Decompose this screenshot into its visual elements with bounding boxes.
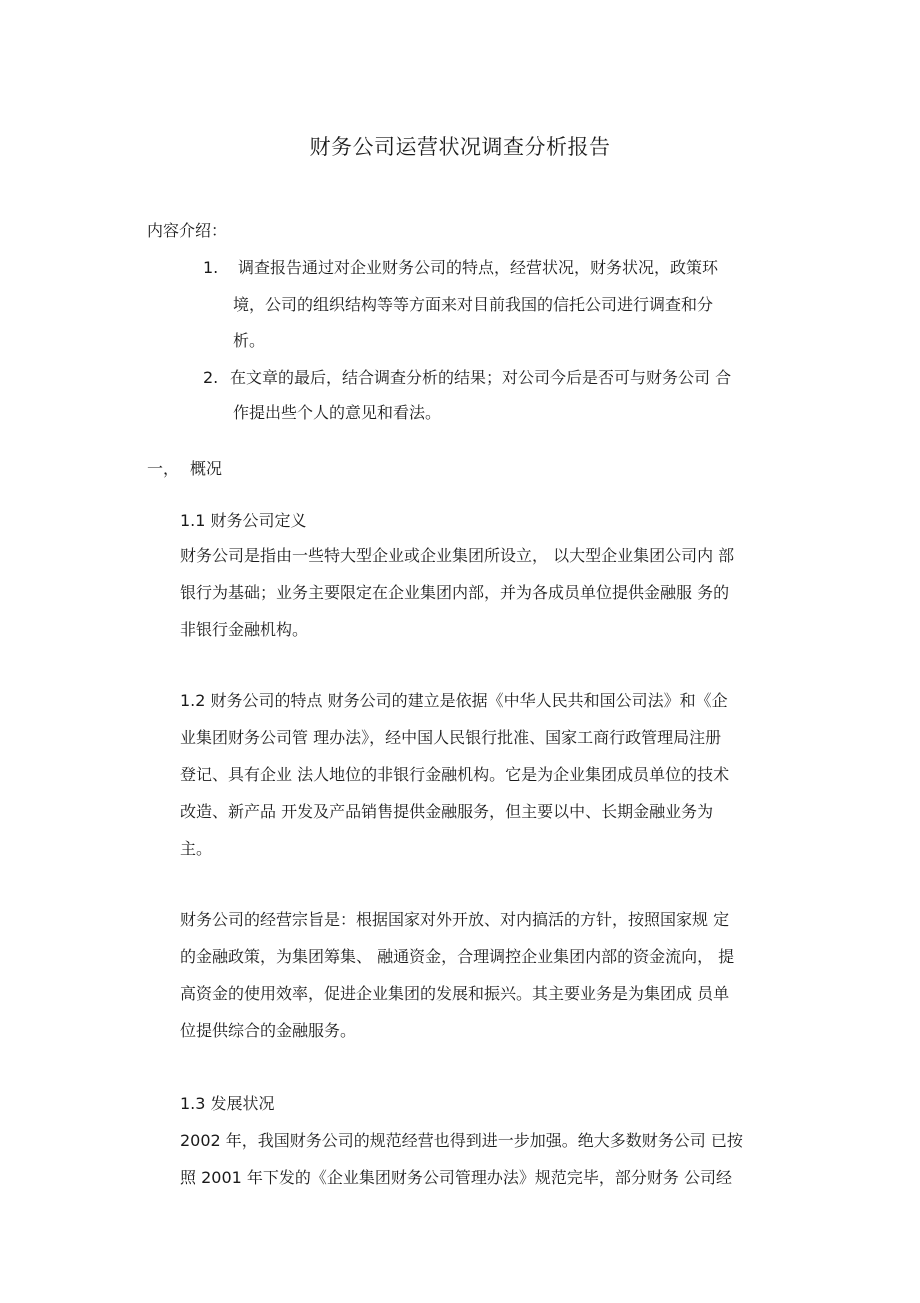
subsection-1-1-heading: 1.1 财务公司定义 xyxy=(180,511,307,530)
intro-item-1-line-1: 调查报告通过对企业财务公司的特点，经营状况，财务状况，政策环 xyxy=(238,258,719,277)
section-1-heading: 概况 xyxy=(190,459,223,478)
s1-1-line-3: 非银行金融机构。 xyxy=(180,620,309,639)
s1-2-line-3: 登记、具有企业 法人地位的非银行金融机构。它是为企业集团成员单位的技术 xyxy=(180,765,730,784)
intro-label: 内容介绍： xyxy=(147,221,228,240)
document-title: 财务公司运营状况调查分析报告 xyxy=(309,135,611,159)
intro-item-1-number: 1. xyxy=(203,258,219,277)
s1-2-line-4: 改造、新产品 开发及产品销售提供金融服务，但主要以中、长期金融业务为 xyxy=(180,802,714,821)
s1-1-line-1: 财务公司是指由一些特大型企业或企业集团所设立， 以大型企业集团公司内 部 xyxy=(180,546,735,565)
purpose-line-2: 的金融政策，为集团筹集、 融通资金，合理调控企业集团内部的资金流向， 提 xyxy=(180,947,735,966)
s1-3-line-1: 2002 年，我国财务公司的规范经营也得到进一步加强。绝大多数财务公司 已按 xyxy=(180,1131,743,1150)
s1-3-line-2: 照 2001 年下发的《企业集团财务公司管理办法》规范完毕，部分财务 公司经 xyxy=(180,1168,732,1187)
s1-1-line-2: 银行为基础；业务主要限定在企业集团内部，并为各成员单位提供金融服 务的 xyxy=(180,583,730,602)
purpose-line-1: 财务公司的经营宗旨是：根据国家对外开放、对内搞活的方针，按照国家规 定 xyxy=(180,910,730,929)
subsection-1-3-heading: 1.3 发展状况 xyxy=(180,1094,275,1113)
intro-item-1-line-2: 境，公司的组织结构等等方面来对目前我国的信托公司进行调查和分 xyxy=(233,295,714,314)
s1-2-line-5: 主。 xyxy=(180,839,213,858)
s1-2-line-1: 1.2 财务公司的特点 财务公司的建立是依据《中华人民共和国公司法》和《企 xyxy=(180,691,728,710)
intro-item-2-number: 2. xyxy=(203,368,219,387)
section-1-number: 一， xyxy=(147,459,180,478)
purpose-line-3: 高资金的使用效率，促进企业集团的发展和振兴。其主要业务是为集团成 员单 xyxy=(180,984,730,1003)
intro-item-1-line-3: 析。 xyxy=(233,331,266,350)
purpose-line-4: 位提供综合的金融服务。 xyxy=(180,1021,357,1040)
intro-item-2-line-1: 在文章的最后，结合调查分析的结果；对公司今后是否可与财务公司 合 xyxy=(230,368,732,387)
intro-item-2-line-2: 作提出些个人的意见和看法。 xyxy=(233,403,442,422)
s1-2-line-2: 业集团财务公司管 理办法》，经中国人民银行批准、国家工商行政管理局注册 xyxy=(180,728,722,747)
